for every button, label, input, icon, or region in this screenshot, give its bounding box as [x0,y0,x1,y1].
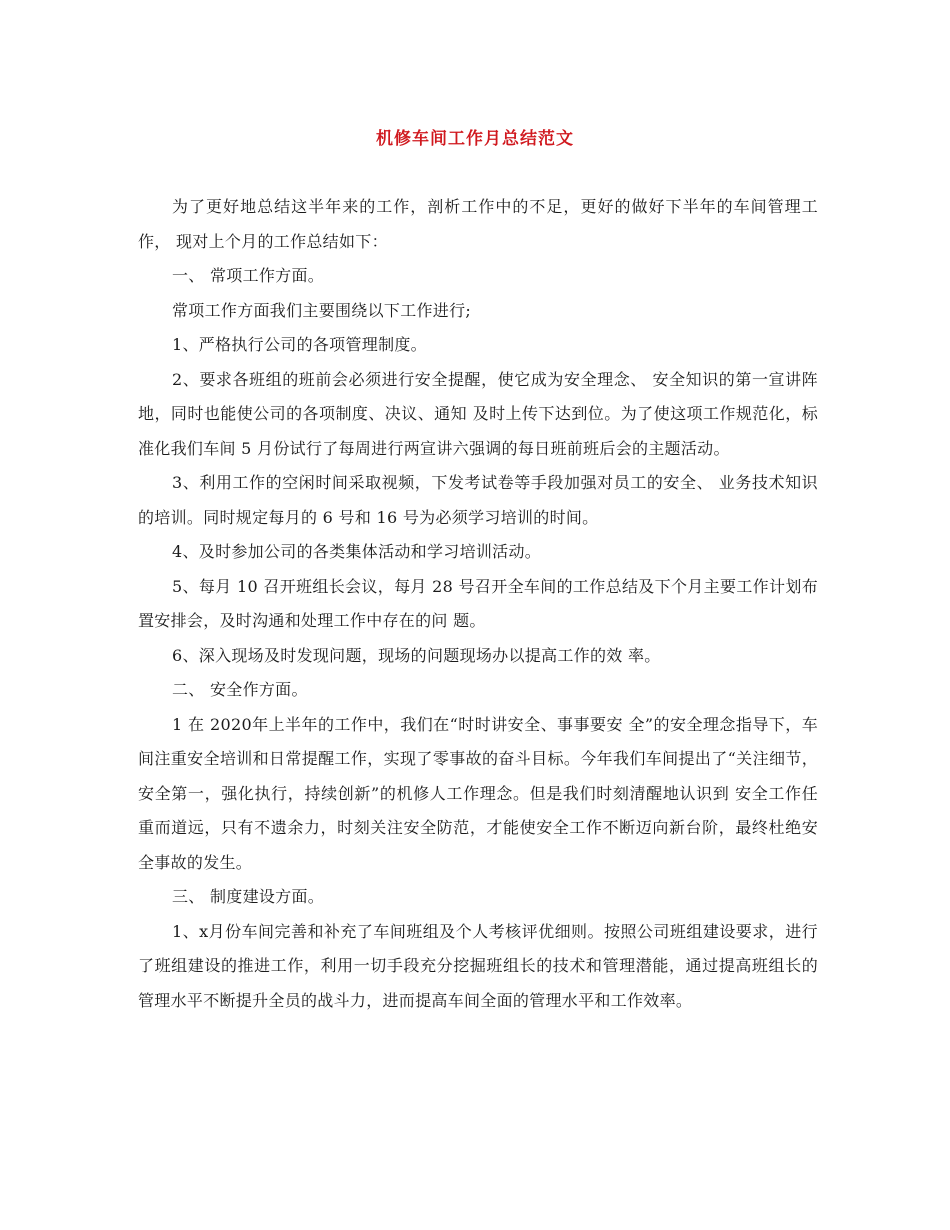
list-item-6: 6、深入现场及时发现问题，现场的问题现场办以提高工作的效 率。 [172,645,661,665]
paragraph-system-building: 1、x月份车间完善和补充了车间班组及个人考核评优细则。按照公司班组建设要求，进行了班组建设的推进工作，利用一切手段充分挖掘班组长的技术和管理潜能，通过提高班组长的管理水平不断提升全员的战斗力，进而提高车间全面的管理水平和工作效率。 [138,921,818,1010]
list-item-2: 2、要求各班组的班前会必须进行安全提醒，使它成为安全理念、 安全知识的第一宣讲阵地，同时也能使公司的各项制度、决议、通知 及时上传下达到位。为了使这项工作规范化，标准化我们车间 5 月份试行了每周进行两宣讲六强调的每日班前班后会的主题活动。 [138,369,818,458]
section-heading-system-building: 三、 制度建设方面。 [172,887,325,906]
paragraph-safety: 1 在 2020年上半年的工作中，我们在“时时讲安全、事事要安 全”的安全理念指导下，车间注重安全培训和日常提醒工作，实现了零事故的奋斗目标。今年我们车间提出了“关注细节，安全第一，强化执行，持续创新”的机修人工作理念。但是我们时刻清醒地认识到 安全工作任重而道远，只有不遗余力，时刻关注安全防范，才能使安全工作不断迈向新台阶，最终杜绝安全事故的发生。 [138,714,818,872]
section-heading-routine-work: 一、 常项工作方面。 [172,266,325,285]
list-item-1: 1、严格执行公司的各项管理制度。 [172,335,427,354]
section-heading-safety: 二、 安全作方面。 [172,680,308,699]
list-item-5: 5、每月 10 召开班组长会议，每月 28 号召开全车间的工作总结及下个月主要工作计划布置安排会，及时沟通和处理工作中存在的问 题。 [138,576,818,630]
document-body [138,190,818,1018]
document-title: 机修车间工作月总结范文 [376,129,574,149]
paragraph-intro: 为了更好地总结这半年来的工作，剖析工作中的不足，更好的做好下半年的车间管理工作， 现对上个月的工作总结如下： [138,197,818,251]
list-item-3: 3、利用工作的空闲时间采取视频，下发考试卷等手段加强对员工的安全、 业务技术知识的培训。同时规定每月的 6 号和 16 号为必须学习培训的时间。 [138,473,818,527]
list-item-4: 4、及时参加公司的各类集体活动和学习培训活动。 [172,542,542,561]
paragraph-routine-work-intro: 常项工作方面我们主要围绕以下工作进行; [172,300,472,320]
